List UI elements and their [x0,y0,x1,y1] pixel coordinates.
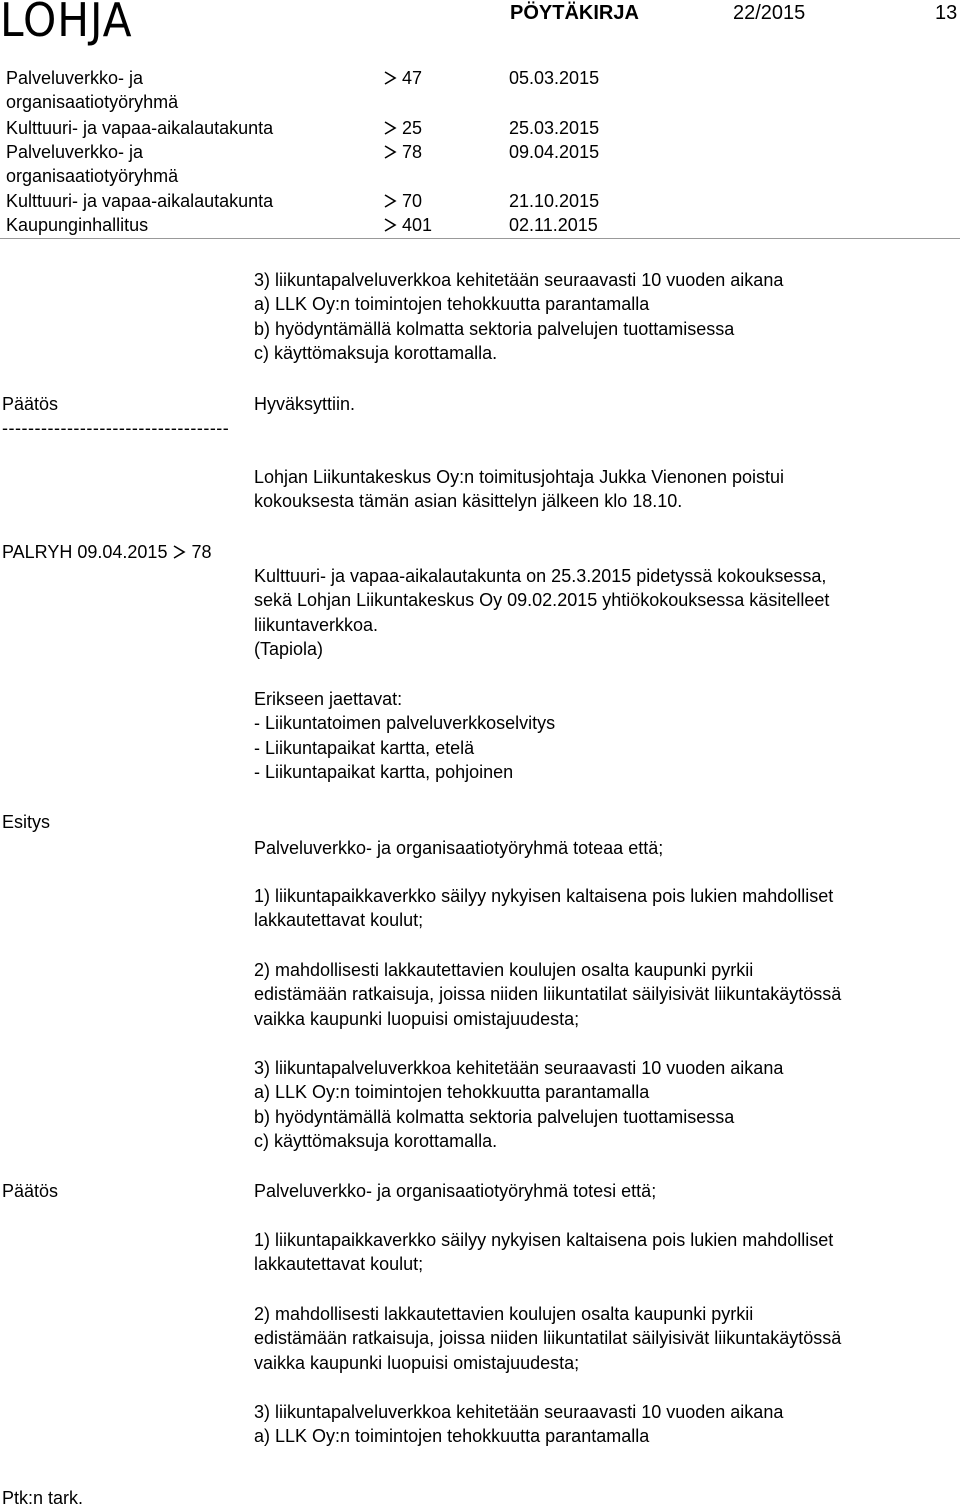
text-line: sekä Lohjan Liikuntakeskus Oy 09.02.2015 yhtiökokouksessa käsitelleet [254,590,830,611]
history-date: 05.03.2015 [509,68,600,88]
history-date: 25.03.2015 [509,118,600,138]
lohja-logo: LOHJA [0,0,133,47]
history-date: 02.11.2015 [509,215,598,235]
note-block [254,465,954,514]
text-line: lakkautettavat koulut; [254,1254,424,1275]
text-line: kokouksesta tämän asian käsittelyn jälkeen klo 18.10. [254,491,683,512]
decision-text: Hyväksyttiin. [254,394,356,414]
intro-block [254,564,954,662]
decision-point-1 [254,1228,954,1277]
history-paragraph: 78 [402,142,423,162]
history-body: Palveluverkko- ja [6,142,144,162]
text-line: Lohjan Liikuntakeskus Oy:n toimitusjohtaja Jukka Vienonen poistui [254,467,784,487]
document-number: 22/2015 [733,2,806,24]
decision-intro: Palveluverkko- ja organisaatiotyöryhmä totesi että; [254,1181,657,1201]
paragraph-arrow-icon [383,140,397,164]
header-divider [0,238,960,239]
palryh-paragraph: 78 [191,542,212,562]
history-body: Kulttuuri- ja vapaa-aikalautakunta [6,191,274,211]
text-line: 3) liikuntapalveluverkkoa kehitetään seuraavasti 10 vuoden aikana [254,1058,784,1078]
history-body: organisaatiotyöryhmä [6,92,179,112]
text-line: vaikka kaupunki luopuisi omistajuudesta; [254,1352,580,1373]
proposal-point-2 [254,958,954,1031]
paragraph-arrow-icon [383,189,397,213]
text-line: (Tapiola) [254,639,324,660]
document-type: PÖYTÄKIRJA [510,2,639,24]
history-body: Kaupunginhallitus [6,215,149,235]
text-line: 3) liikuntapalveluverkkoa kehitetään seuraavasti 10 vuoden aikana [254,1402,784,1422]
attachment-item: - Liikuntatoimen palveluverkkoselvitys [254,713,556,734]
decision-point-2 [254,1302,954,1375]
item-3-block [254,268,954,366]
text-line: a) LLK Oy:n toimintojen tehokkuutta parantamalla [254,1426,650,1447]
history-paragraph: 401 [402,215,433,235]
paragraph-arrow-icon [383,213,397,237]
history-paragraph: 47 [402,68,423,88]
paragraph-arrow-icon [383,116,397,140]
text-line: a) LLK Oy:n toimintojen tehokkuutta parantamalla [254,294,650,315]
history-date: 21.10.2015 [509,191,600,211]
text-line: 2) mahdollisesti lakkautettavien koulujen osalta kaupunki pyrkii [254,1304,754,1324]
text-line: 3) liikuntapalveluverkkoa kehitetään seuraavasti 10 vuoden aikana [254,270,784,290]
history-body: Palveluverkko- ja [6,68,144,88]
decision-label: Päätös [2,1181,59,1201]
paragraph-arrow-icon [172,542,186,562]
paragraph-arrow-icon [383,66,397,90]
text-line: b) hyödyntämällä kolmatta sektoria palvelujen tuottamisessa [254,1106,735,1127]
text-line: liikuntaverkkoa. [254,614,379,635]
text-line: b) hyödyntämällä kolmatta sektoria palvelujen tuottamisessa [254,318,735,339]
proposal-label: Esitys [2,812,51,832]
text-line: edistämään ratkaisuja, joissa niiden liikuntatilat säilyisivät liikuntakäytössä [254,984,842,1005]
decision-label: Päätös [2,394,59,414]
page-number: 13 [935,2,958,24]
footer-continued: Ptk:n tark. [2,1488,84,1508]
decision-point-3 [254,1400,954,1449]
attachment-item: - Liikuntapaikat kartta, etelä [254,737,475,758]
text-line: vaikka kaupunki luopuisi omistajuudesta; [254,1008,580,1029]
text-line: Erikseen jaettavat: [254,689,403,709]
proposal-point-3 [254,1056,954,1154]
history-body: Kulttuuri- ja vapaa-aikalautakunta [6,118,274,138]
text-line: a) LLK Oy:n toimintojen tehokkuutta parantamalla [254,1082,650,1103]
history-paragraph: 70 [402,191,423,211]
text-line: 1) liikuntapaikkaverkko säilyy nykyisen kaltaisena pois lukien mahdolliset [254,1230,834,1250]
proposal-point-1 [254,884,954,933]
text-line: 2) mahdollisesti lakkautettavien koulujen osalta kaupunki pyrkii [254,960,754,980]
text-line: c) käyttömaksuja korottamalla. [254,1131,498,1152]
text-line: edistämään ratkaisuja, joissa niiden liikuntatilat säilyisivät liikuntakäytössä [254,1328,842,1349]
history-paragraph: 25 [402,118,423,138]
attachment-item: - Liikuntapaikat kartta, pohjoinen [254,762,514,783]
history-date: 09.04.2015 [509,142,600,162]
palryh-label: PALRYH 09.04.2015 [2,542,168,562]
text-line: lakkautettavat koulut; [254,910,424,931]
text-line: c) käyttömaksuja korottamalla. [254,343,498,364]
dash-separator: ----------------------------------- [2,418,230,438]
proposal-intro: Palveluverkko- ja organisaatiotyöryhmä toteaa että; [254,838,664,858]
palryh-heading [2,540,212,564]
history-body: organisaatiotyöryhmä [6,166,179,186]
attachments-block [254,687,954,785]
text-line: 1) liikuntapaikkaverkko säilyy nykyisen kaltaisena pois lukien mahdolliset [254,886,834,906]
text-line: Kulttuuri- ja vapaa-aikalautakunta on 25.3.2015 pidetyssä kokouksessa, [254,566,827,586]
